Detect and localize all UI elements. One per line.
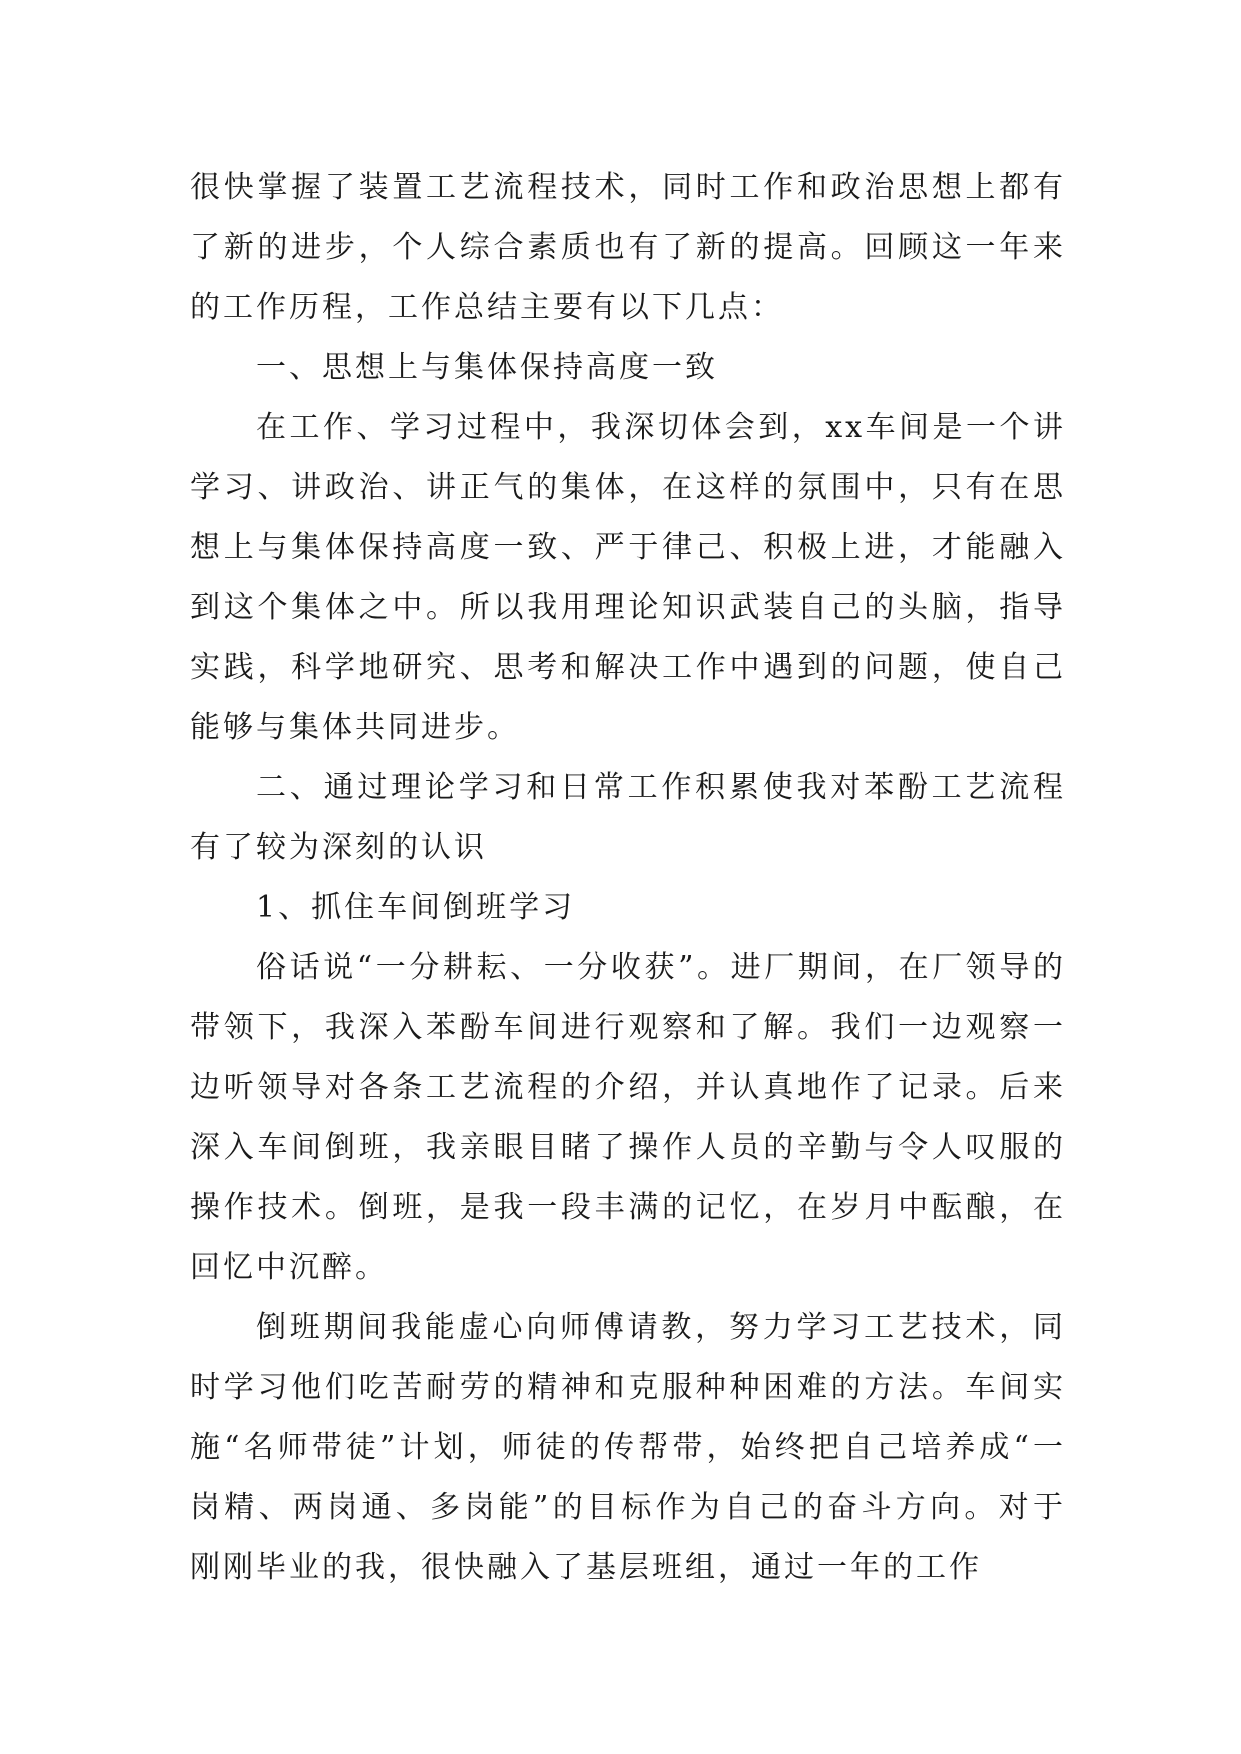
paragraph-section-1: 在工作、学习过程中，我深切体会到，xx车间是一个讲学习、讲政治、讲正气的集体，在这样的氛围中，只有在思想上与集体保持高度一致、严于律己、积极上进，才能融入到这个集体之中。所以我用理论知识武装自己的头脑，指导实践，科学地研究、思考和解决工作中遇到的问题，使自己能够与集体共同进步。 xyxy=(190,410,1066,745)
paragraph-shift-learning: 俗话说“一分耕耘、一分收获”。进厂期间，在厂领导的带领下，我深入苯酚车间进行观察和了解。我们一边观察一边听领导对各条工艺流程的介绍，并认真地作了记录。后来深入车间倒班，我亲眼目睹了操作人员的辛勤与令人叹服的操作技术。倒班，是我一段丰满的记忆，在岁月中酝酿，在回忆中沉醉。 xyxy=(190,950,1066,1285)
heading-section-1: 一、思想上与集体保持高度一致 xyxy=(256,350,718,385)
paragraph-intro-continued: 很快掌握了装置工艺流程技术，同时工作和政治思想上都有了新的进步，个人综合素质也有了新的提高。回顾这一年来的工作历程，工作总结主要有以下几点： xyxy=(190,170,1066,325)
heading-section-2: 二、通过理论学习和日常工作积累使我对苯酚工艺流程有了较为深刻的认识 xyxy=(190,770,1066,865)
document-body xyxy=(190,158,1066,1598)
paragraph-mentorship: 倒班期间我能虚心向师傅请教，努力学习工艺技术，同时学习他们吃苦耐劳的精神和克服种种困难的方法。车间实施“名师带徒”计划，师徒的传帮带，始终把自己培养成“一岗精、两岗通、多岗能”的目标作为自己的奋斗方向。对于刚刚毕业的我，很快融入了基层班组，通过一年的工作 xyxy=(190,1310,1066,1585)
heading-subsection-1: 1、抓住车间倒班学习 xyxy=(256,890,576,925)
